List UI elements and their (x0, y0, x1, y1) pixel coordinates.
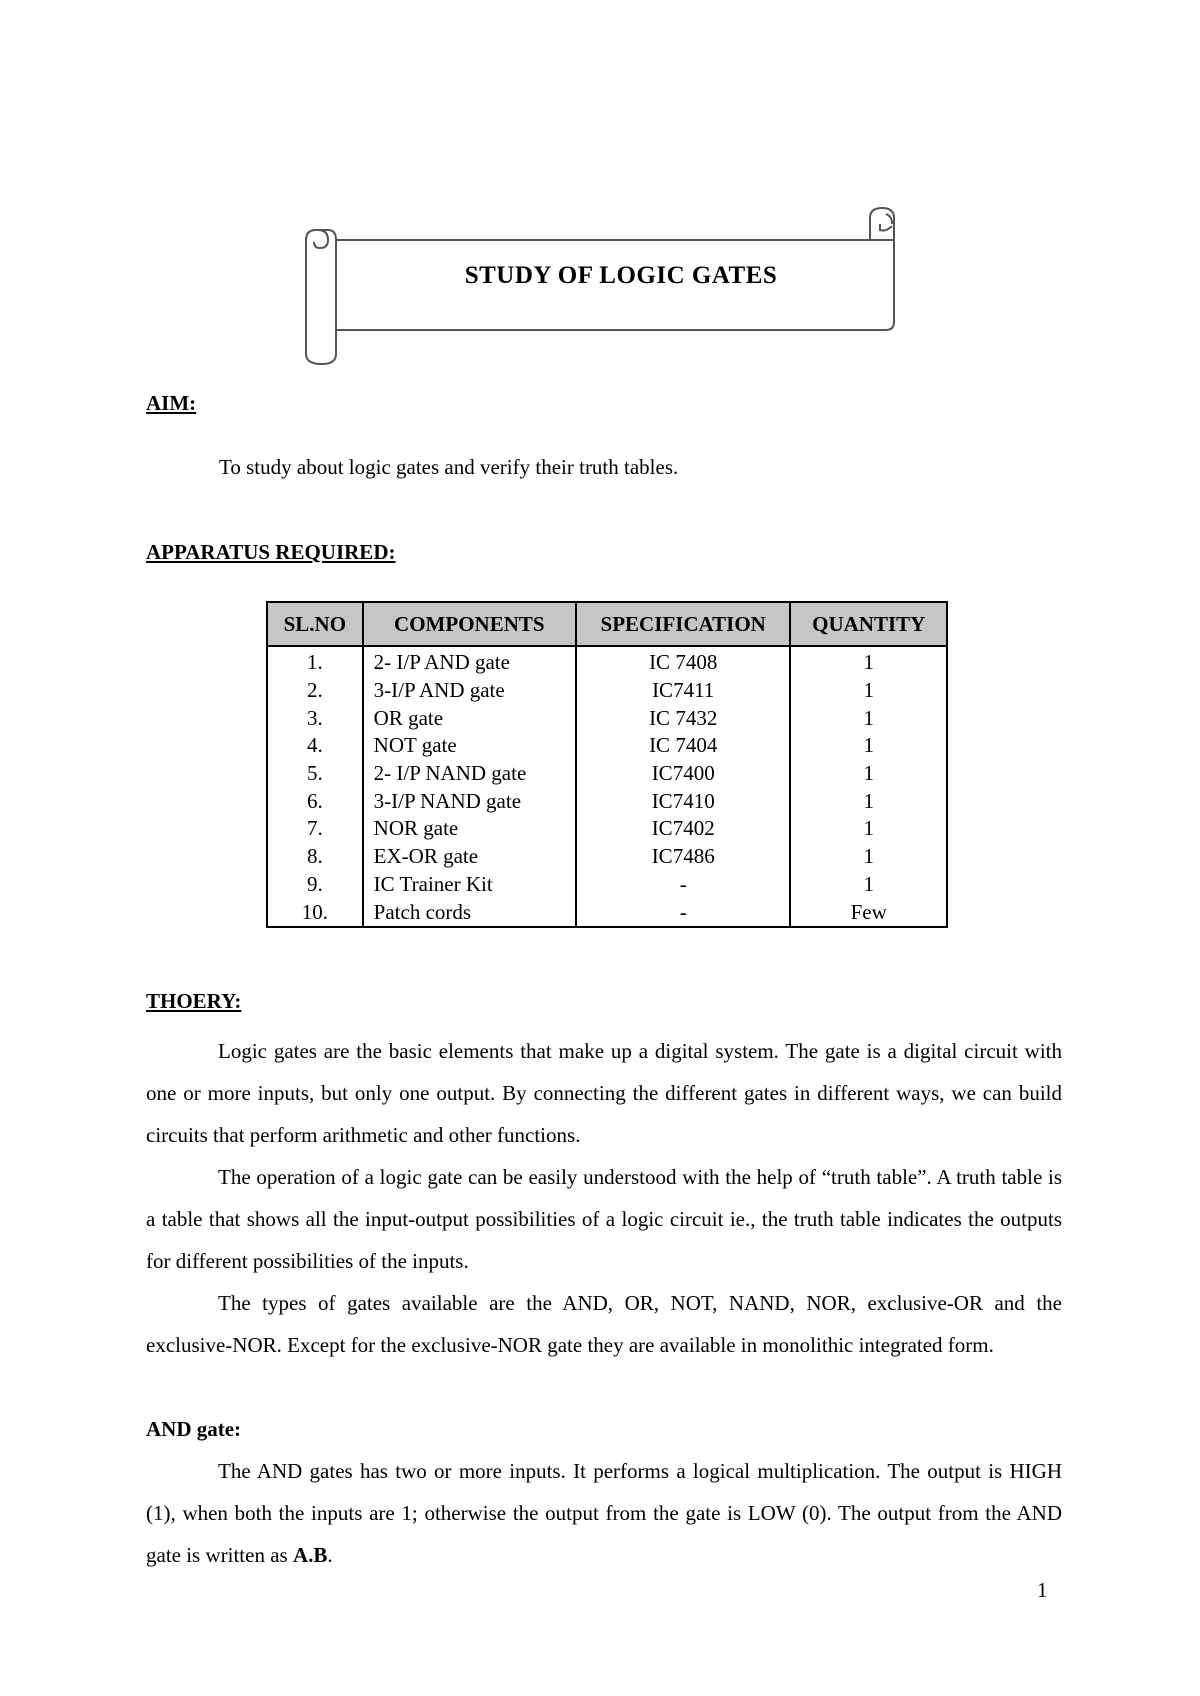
cell-specification: IC 7432 (576, 704, 790, 732)
cell-component: EX-OR gate (363, 843, 576, 871)
aim-text: To study about logic gates and verify their truth tables. (219, 455, 679, 479)
cell-component: Patch cords (363, 898, 576, 927)
table-row (267, 646, 947, 677)
theory-paragraph-1-text: Logic gates are the basic elements that make up a digital system. The gate is a digital circuit with one or more inputs, but only one output. By connecting the different gates in different ways, we can build circuits that perform arithmetic and other functions. (146, 1039, 1062, 1147)
column-header-specification: SPECIFICATION (576, 602, 790, 646)
cell-slno: 8. (267, 843, 363, 871)
column-header-components: COMPONENTS (363, 602, 576, 646)
cell-slno: 3. (267, 704, 363, 732)
apparatus-table (266, 601, 948, 928)
cell-slno: 10. (267, 898, 363, 927)
cell-specification: IC7402 (576, 815, 790, 843)
table-row (267, 760, 947, 788)
table-row (267, 898, 947, 927)
apparatus-heading: APPARATUS REQUIRED: (146, 540, 396, 564)
and-gate-expression: A.B (292, 1543, 328, 1567)
cell-slno: 5. (267, 760, 363, 788)
table-row (267, 704, 947, 732)
title-banner (296, 204, 916, 366)
and-gate-end: . (327, 1543, 333, 1567)
cell-specification: - (576, 871, 790, 899)
cell-slno: 6. (267, 787, 363, 815)
cell-component: 2- I/P AND gate (363, 646, 576, 677)
theory-paragraph-2 (146, 1156, 1062, 1282)
document-title: STUDY OF LOGIC GATES (464, 262, 778, 289)
cell-component: NOT gate (363, 732, 576, 760)
cell-component: 3-I/P NAND gate (363, 787, 576, 815)
theory-paragraph-3-text: The types of gates available are the AND, OR, NOT, NAND, NOR, exclusive-OR and the exclusive-NOR. Except for the exclusive-NOR gate they are available in monolithic integrated form. (146, 1291, 1062, 1357)
cell-component: IC Trainer Kit (363, 871, 576, 899)
theory-paragraph-1 (146, 1030, 1062, 1156)
cell-quantity: 1 (790, 646, 947, 677)
and-gate-paragraph (146, 1450, 1062, 1576)
cell-quantity: 1 (790, 677, 947, 705)
cell-component: 3-I/P AND gate (363, 677, 576, 705)
table-row (267, 787, 947, 815)
theory-heading: THOERY: (146, 989, 242, 1013)
theory-paragraph-2-text: The operation of a logic gate can be easily understood with the help of “truth table”. A truth table is a table that shows all the input-output possibilities of a logic circuit ie., the truth table indicates the outputs for different possibilities of the inputs. (146, 1165, 1062, 1273)
column-header-quantity: QUANTITY (790, 602, 947, 646)
cell-quantity: 1 (790, 843, 947, 871)
table-row (267, 843, 947, 871)
cell-quantity: Few (790, 898, 947, 927)
cell-quantity: 1 (790, 815, 947, 843)
theory-paragraph-3 (146, 1282, 1062, 1366)
and-gate-text: The AND gates has two or more inputs. It performs a logical multiplication. The output is HIGH (1), when both the inputs are 1; otherwise the output from the gate is LOW (0). The output from the AND gate is written as (146, 1459, 1062, 1567)
cell-slno: 9. (267, 871, 363, 899)
cell-quantity: 1 (790, 704, 947, 732)
cell-specification: IC7400 (576, 760, 790, 788)
cell-slno: 1. (267, 646, 363, 677)
cell-slno: 2. (267, 677, 363, 705)
cell-quantity: 1 (790, 871, 947, 899)
cell-component: NOR gate (363, 815, 576, 843)
and-gate-heading: AND gate: (146, 1417, 242, 1441)
table-row (267, 871, 947, 899)
cell-specification: IC7410 (576, 787, 790, 815)
column-header-slno: SL.NO (267, 602, 363, 646)
cell-specification: IC 7404 (576, 732, 790, 760)
cell-component: OR gate (363, 704, 576, 732)
table-row (267, 732, 947, 760)
cell-slno: 7. (267, 815, 363, 843)
table-row (267, 677, 947, 705)
aim-heading: AIM: (146, 391, 197, 415)
cell-quantity: 1 (790, 787, 947, 815)
cell-specification: IC7411 (576, 677, 790, 705)
table-header-row (267, 602, 947, 646)
cell-quantity: 1 (790, 760, 947, 788)
cell-specification: IC 7408 (576, 646, 790, 677)
page-number: 1 (1037, 1578, 1048, 1602)
cell-specification: - (576, 898, 790, 927)
cell-slno: 4. (267, 732, 363, 760)
cell-quantity: 1 (790, 732, 947, 760)
table-row (267, 815, 947, 843)
cell-specification: IC7486 (576, 843, 790, 871)
cell-component: 2- I/P NAND gate (363, 760, 576, 788)
